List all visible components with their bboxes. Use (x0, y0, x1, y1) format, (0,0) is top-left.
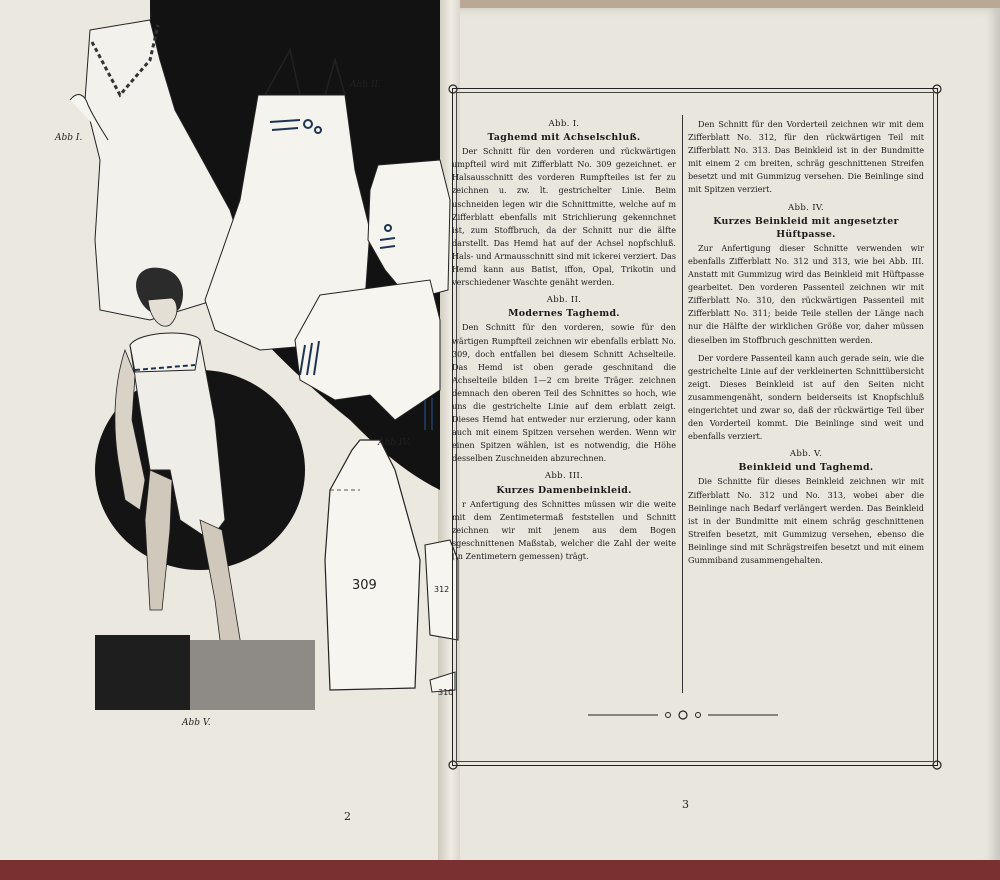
section-4-figure-ref: Abb. IV. (788, 202, 824, 213)
frame-corner-ornament-br (930, 758, 944, 772)
section-2-body: Den Schnitt für den vorderen, sowie für den wärtigen Rumpfteil zeichnen wir ebenfalls erblatt No. 309, doch entfallen bei diesem Schnitt Achselteile. Das Hemd ist oben gerade geschnitand die Achselteile bilden 1—2 cm breite Träger. zeichnen demnach den oberen Teil des Schnittes so hoch, wie uns die gestrichelte Linie auf dem erblatt zeigt. Dieses Hemd hat entweder nur erzierung, oder kann auch mit einem Spitzen versehen werden. Wenn wir einen Spitzen wählen, ist es notwendig, die Höhe desselben Zuschneiden abzurechnen. (452, 322, 676, 464)
label-abb-4: Abb IV. (378, 438, 411, 448)
section-3-figure-ref: Abb. III. (544, 471, 584, 482)
section-1-heading: Taghemd mit Achselschluß. (487, 132, 641, 144)
section-4-heading: Kurzes Beinkleid mit angesetzter Hüftpasse. (713, 215, 899, 240)
section-4-body-1: Zur Anfertigung dieser Schnitte verwenden wir ebenfalls Zifferblatt No. 312 und 313, wie bei Abb. III. Anstatt mit Gummizug wird das Beinkleid mit Hüftpasse gearbeitet. Den vorderen Passenteil zeichnen wir mit Zifferblatt No. 310, den rückwärtigen Passenteil mit Zifferblatt No. 311; beide Teile stellen der Länge nach nur die Hälfte der wirklichen Größe vor, daher müssen dieselben im Stoffbruch geschnitten werden. (688, 242, 924, 345)
frame-corner-ornament-bl (446, 758, 460, 772)
frame-corner-ornament-tr (930, 82, 944, 96)
pattern-number-312: 312 (434, 585, 450, 594)
ornamental-divider (588, 708, 778, 722)
section-5-heading: Beinkleid und Taghemd. (738, 462, 874, 474)
text-column-left (452, 118, 676, 568)
pattern-number-309: 309 (352, 578, 377, 593)
section-3-body-continued: Den Schnitt für den Vorderteil zeichnen wir mit dem Zifferblatt No. 312, für den rückwärtigen Teil mit Zifferblatt No. 313. Das Beinkleid ist in der Bundmitte mit einem 2 cm breiten, schräg geschnittenen Streifen besetzt und mit Gummizug versehen. Die Beinlinge sind mit Spitzen verziert. (688, 119, 924, 195)
label-abb-1: Abb I. (55, 133, 83, 143)
section-2-heading: Modernes Taghemd. (508, 308, 620, 320)
label-abb-2: Abb II. (350, 80, 381, 90)
text-column-right (688, 118, 924, 572)
section-1-figure-ref: Abb. I. (548, 119, 580, 129)
book-cover-edge (0, 860, 1000, 880)
section-5-body: Die Schnitte für dieses Beinkleid zeichnen wir mit Zifferblatt No. 312 und No. 313, wobei aber die Beinlinge nach Bedarf verlängert werden. Das Beinkleid ist in der Bundmitte mit einem schräg geschnittenen Streifen besetzt, mit Gummizug versehen, ebenso die Beinlinge sind mit Schrägstreifen besetzt und mit einem Gummiband zusammengehalten. (688, 476, 924, 565)
section-3-heading: Kurzes Damenbeinkleid. (496, 484, 632, 496)
pattern-number-310: 310 (438, 688, 454, 697)
page-number-left: 2 (344, 810, 351, 823)
section-5-figure-ref: Abb. V. (789, 449, 823, 460)
lingerie-illustration (0, 0, 460, 860)
stool-block (95, 635, 190, 710)
page-number-right: 3 (682, 798, 689, 811)
stool-block-side (190, 640, 315, 710)
label-abb-5: Abb V. (182, 718, 211, 728)
pattern-piece-309 (325, 440, 420, 690)
column-divider (682, 115, 683, 693)
section-3-body: r Anfertigung des Schnittes müssen wir die weite mit dem Zentimetermaß feststellen und Schnitt zeichnen wir mit jenem aus dem Bogen sgeschnittenen Maßstab, welcher die Zahl der weite (in Zentimetern gemessen) trägt. (452, 498, 676, 561)
section-2-figure-ref: Abb. II. (546, 295, 582, 306)
frame-corner-ornament-tl (446, 82, 460, 96)
section-1-body: Der Schnitt für den vorderen und rückwärtigen umpfteil wird mit Zifferblatt No. 309 gezeichnet. er Halsausschnitt des vorderen Rumpfteiles ist fer zu zeichnen u. zw. lt. gestrichelter Linie. Beim uschneiden legen wir die Schnittmitte, welche auf m Zifferblatt ebenfalls mit Strichlierung gekennchnet ist, zum Stoffbruch, da der Schnitt nur die älfte darstellt. Das Hemd hat auf der Achsel nopfschluß. Hals- und Armausschnitt sind mit ickerei verziert. Das Hemd kann aus Batist, iffon, Opal, Trikotin und verschiedener Waschte genäht werden. (452, 146, 676, 288)
section-4-body-2: Der vordere Passenteil kann auch gerade sein, wie die gestrichelte Linie auf der verkleinerten Schnittübersicht zeigt. Dieses Beinkleid ist auf den Seiten nicht zusammengenäht, sondern beiderseits ist Knopfschluß eingerichtet und zwar so, daß der rückwärtige Teil über den Vorderteil kommt. Die Beinlinge sind weit und ebenfalls verziert. (688, 352, 924, 442)
